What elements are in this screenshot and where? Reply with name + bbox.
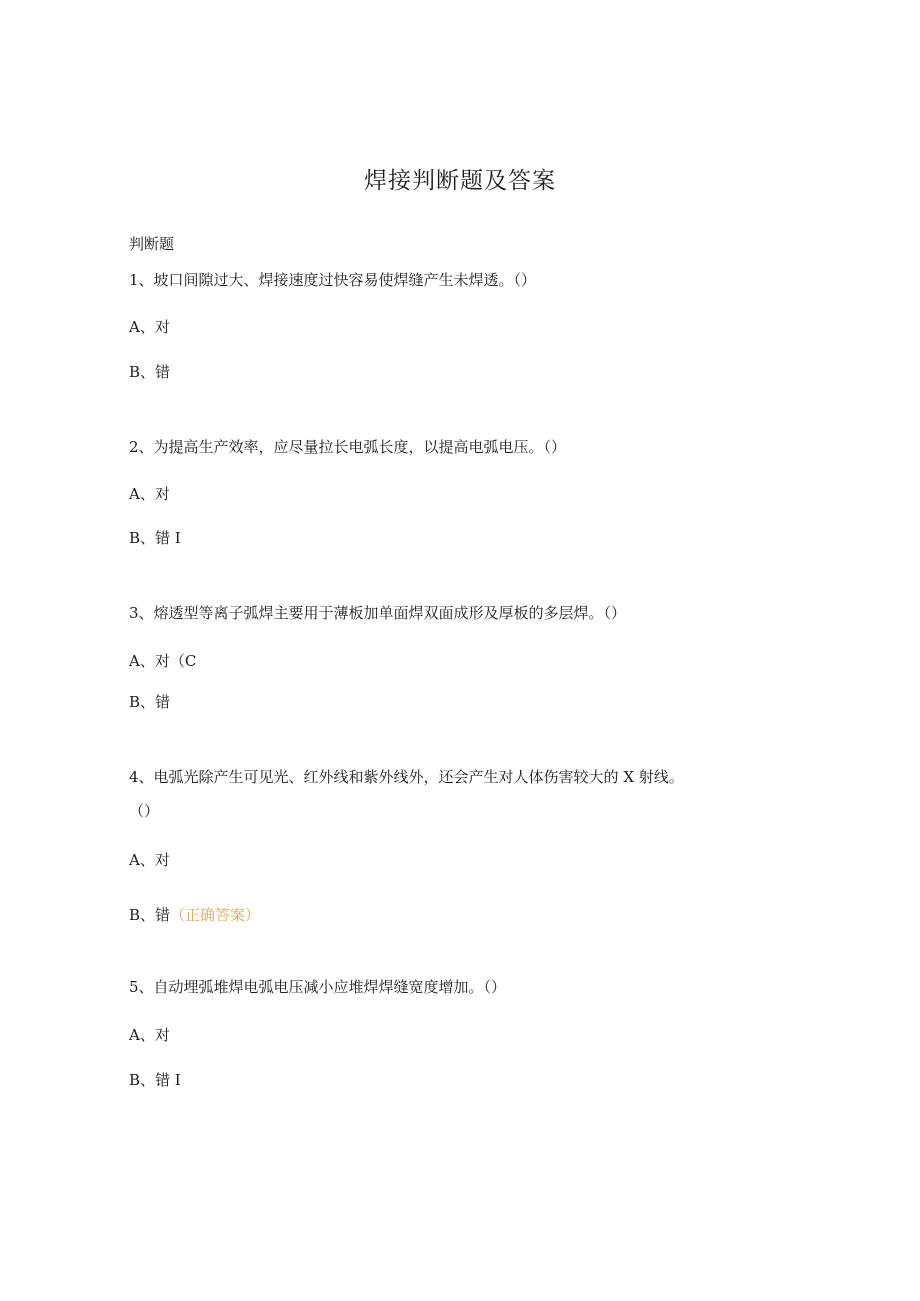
question-2-option-b: B、错 I (129, 529, 181, 547)
question-1-option-a: A、对 (129, 318, 170, 336)
question-4-stem-line2: （） (129, 802, 160, 820)
question-3-stem: 3、熔透型等离子弧焊主要用于薄板加单面焊双面成形及厚板的多层焊。（） (129, 604, 627, 622)
page-title: 焊接判断题及答案 (364, 168, 556, 194)
question-4-stem-line1: 4、电弧光除产生可见光、红外线和紫外线外，还会产生对人体伤害较大的 X 射线。 (129, 768, 684, 786)
question-3-option-a: A、对（C (129, 652, 197, 670)
question-5-stem: 5、自动埋弧堆焊电弧电压减小应堆焊焊缝宽度增加。（） (129, 978, 507, 996)
question-5-option-a: A、对 (129, 1026, 170, 1044)
question-4-option-a: A、对 (129, 851, 170, 869)
question-3-option-b: B、错 (129, 693, 171, 711)
question-4-option-b (129, 905, 260, 925)
question-1-stem: 1、坡口间隙过大、焊接速度过快容易使焊缝产生未焊透。（） (129, 271, 537, 289)
question-5-option-b: B、错 I (129, 1071, 181, 1089)
question-1-option-b: B、错 (129, 363, 171, 381)
section-label: 判断题 (129, 235, 175, 253)
question-2-stem: 2、为提高生产效率，应尽量拉长电弧长度，以提高电弧电压。（） (129, 438, 567, 456)
question-4-option-b-text: B、错 (129, 906, 171, 924)
correct-answer-hint: （正确答案） (170, 906, 261, 924)
question-2-option-a: A、对 (129, 485, 170, 503)
